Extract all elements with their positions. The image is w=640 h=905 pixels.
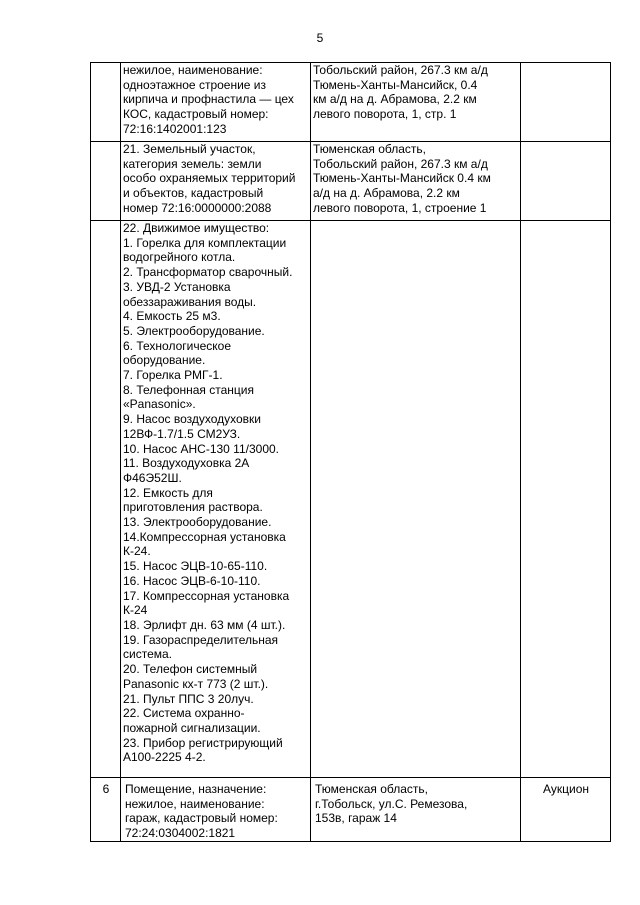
cell-text-line: 15. Насос ЭЦВ-10-65-110.	[123, 559, 268, 574]
cell-text-line: 16. Насос ЭЦВ-6-10-110.	[123, 573, 261, 588]
cell-text-line: 7. Горелка РМГ-1.	[123, 368, 223, 383]
cell-text-line: «Panasonic».	[123, 397, 196, 412]
cell-text-line: кирпича и профнастила — цех	[123, 92, 294, 107]
row-number-cell	[91, 63, 121, 142]
sale-type-cell	[521, 142, 611, 221]
cell-text-line: система.	[123, 647, 172, 662]
page-number: 5	[316, 31, 324, 45]
cell-text-line: обеззараживания воды.	[123, 294, 257, 309]
cell-text-line: гараж, кадастровый номер:	[125, 811, 278, 826]
cell-text-line: Тюмень-Ханты-Мансийск, 0.4	[313, 77, 478, 92]
cell-text-line: и объектов, кадастровый	[123, 186, 264, 201]
cell-text-line: приготовления раствора.	[123, 500, 263, 515]
cell-text-line: 9. Насос воздуходуховки	[123, 412, 261, 427]
cell-text-line: км а/д на д. Абрамова, 2.2 км	[313, 92, 477, 107]
cell-text-line: Тобольский район, 267.3 км а/д	[313, 63, 488, 77]
cell-text-line: нежилое, наименование:	[123, 63, 263, 77]
cell-text-line: 72:24:0304002:1821	[125, 826, 236, 841]
cell-text-line: оборудование.	[123, 353, 206, 368]
cell-text-line: Тюмень-Ханты-Мансийск 0.4 км	[313, 171, 491, 186]
cell-text-line: 22. Система охранно-	[123, 706, 245, 721]
cell-text-line: особо охраняемых территорий	[123, 171, 296, 186]
cell-text-line: 4. Емкость 25 м3.	[123, 309, 221, 324]
cell-text-line: водогрейного котла.	[123, 250, 236, 265]
cell-text-line: левого поворота, 1, стр. 1	[313, 107, 457, 122]
cell-text-line: Помещение, назначение:	[125, 782, 267, 796]
sale-type-cell: Аукцион	[521, 778, 611, 842]
cell-text-line: А100-2225 4-2.	[123, 750, 206, 765]
cell-text-line: 19. Газораспределительная	[123, 632, 279, 647]
cell-text-line: К-24	[123, 603, 148, 618]
row-number-cell	[91, 142, 121, 221]
cell-text-line: 12. Емкость для	[123, 485, 213, 500]
cell-text-line: 3. УВД-2 Установка	[123, 279, 231, 294]
cell-text-line: 20. Телефон системный	[123, 662, 258, 677]
cell-text-line: а/д на д. Абрамова, 2.2 км	[313, 186, 460, 201]
cell-text-line: нежилое, наименование:	[125, 796, 265, 811]
cell-text-line: 8. Телефонная станция	[123, 382, 254, 397]
sale-type-cell	[521, 221, 611, 778]
property-table	[90, 62, 611, 842]
cell-text-line: категория земель: земли	[123, 156, 262, 171]
cell-text-line: номер 72:16:0000000:2088	[123, 200, 272, 215]
cell-text-line: 21. Пульт ППС 3 20луч.	[123, 691, 254, 706]
cell-text-line: пожарной сигнализации.	[123, 720, 261, 735]
address-cell	[311, 221, 521, 778]
description-cell	[121, 778, 311, 842]
description-cell	[121, 221, 311, 778]
address-cell	[311, 63, 521, 142]
table-row	[91, 142, 611, 221]
cell-text-line: 22. Движимое имущество:	[123, 221, 270, 235]
cell-text-line: 12ВФ-1.7/1.5 СМ2УЗ.	[123, 426, 241, 441]
cell-text-line: К-24.	[123, 544, 151, 559]
cell-text-line: 5. Электрооборудование.	[123, 323, 265, 338]
cell-text-line: 11. Воздуходуховка 2А	[123, 456, 250, 471]
cell-text-line: одноэтажное строение из	[123, 77, 267, 92]
table-row	[91, 63, 611, 142]
cell-text-line: 1. Горелка для комплектации	[123, 235, 287, 250]
table-row	[91, 221, 611, 778]
description-cell	[121, 142, 311, 221]
cell-text-line: 153в, гараж 14	[315, 811, 397, 826]
address-cell	[311, 142, 521, 221]
cell-text-line: 2. Трансформатор сварочный.	[123, 265, 293, 280]
cell-text-line: 10. Насос АНС-130 11/3000.	[123, 441, 280, 456]
cell-text-line: Panasonic кх-т 773 (2 шт.).	[123, 676, 269, 691]
sale-type-cell	[521, 63, 611, 142]
cell-text-line: 17. Компрессорная установка	[123, 588, 290, 603]
cell-text-line: левого поворота, 1, строение 1	[313, 200, 487, 215]
cell-text-line: 72:16:1402001:123	[123, 121, 227, 136]
cell-text-line: 18. Эрлифт дн. 63 мм (4 шт.).	[123, 617, 286, 632]
cell-text-line: Тюменская область,	[313, 142, 427, 156]
cell-text-line: 13. Электрооборудование.	[123, 515, 272, 530]
cell-text-line: 21. Земельный участок,	[123, 142, 256, 156]
row-number-cell: 6	[91, 778, 121, 842]
cell-text-line: г.Тобольск, ул.С. Ремезова,	[315, 796, 468, 811]
cell-text-line: Ф46Э52Ш.	[123, 470, 182, 485]
cell-text-line: 23. Прибор регистрирующий	[123, 735, 283, 750]
row-number-cell	[91, 221, 121, 778]
table-row	[91, 778, 611, 842]
cell-text-line: 14.Компрессорная установка	[123, 529, 286, 544]
cell-text-line: Тобольский район, 267.3 км а/д	[313, 156, 488, 171]
cell-text-line: 6. Технологическое	[123, 338, 231, 353]
cell-text-line: Тюменская область,	[315, 782, 429, 796]
description-cell	[121, 63, 311, 142]
cell-text-line: КОС, кадастровый номер:	[123, 107, 269, 122]
address-cell	[311, 778, 521, 842]
